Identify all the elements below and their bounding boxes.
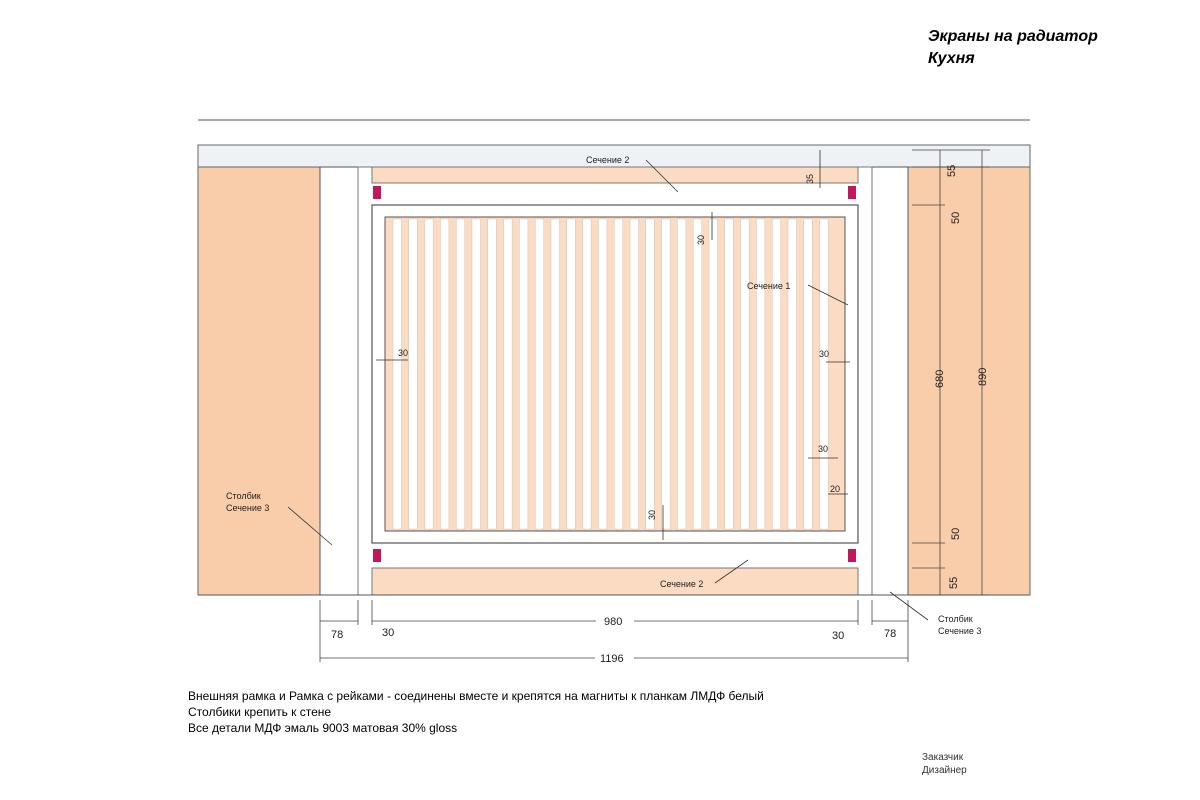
magnet-top-left	[373, 186, 381, 199]
slat	[614, 219, 623, 529]
slat	[472, 219, 481, 529]
slat	[756, 219, 765, 529]
label-section-1: Сечение 1	[747, 281, 791, 291]
slat	[820, 219, 829, 529]
top-rail	[372, 167, 858, 183]
title-line-2: Кухня	[928, 50, 975, 67]
dim-frame-bottom: 30	[647, 509, 657, 520]
label-post-left-1: Столбик	[226, 491, 261, 501]
dim-inner-height: 680	[934, 369, 946, 388]
title-line-1: Экраны на радиатор	[928, 28, 1098, 45]
slat	[551, 219, 560, 529]
slat	[693, 219, 702, 529]
dim-frame-right: 30	[819, 349, 830, 359]
dim-total-height: 890	[977, 367, 989, 386]
slat	[772, 219, 781, 529]
dim-gap-right: 30	[832, 630, 845, 642]
post-left	[320, 167, 358, 595]
signature-designer: Дизайнер	[922, 765, 967, 776]
dim-inner-width: 980	[604, 616, 623, 628]
slat	[788, 219, 797, 529]
slat	[725, 219, 734, 529]
slat	[567, 219, 576, 529]
slat	[677, 219, 686, 529]
magnet-bottom-right	[848, 549, 856, 562]
slat	[440, 219, 449, 529]
label-post-right-2: Сечение 3	[938, 626, 982, 636]
slat	[519, 219, 528, 529]
post-right	[872, 167, 908, 595]
magnet-top-right	[848, 186, 856, 199]
dim-frame-left: 30	[398, 348, 409, 358]
dim-gap-left: 30	[382, 627, 395, 639]
slat	[709, 219, 718, 529]
bottom-rail	[372, 568, 858, 595]
label-post-left-2: Сечение 3	[226, 503, 270, 513]
dim-post-left: 78	[331, 629, 344, 641]
signature-customer: Заказчик	[922, 752, 964, 763]
wall-right	[908, 164, 1030, 595]
dim-post-right: 78	[884, 628, 897, 640]
dim-total-width: 1196	[600, 653, 624, 665]
slat	[488, 219, 497, 529]
wall-left	[198, 167, 320, 595]
slat	[662, 219, 671, 529]
slat	[741, 219, 750, 529]
dim-top-frame: 50	[950, 211, 962, 224]
slat	[598, 219, 607, 529]
slat	[425, 219, 434, 529]
slat	[409, 219, 418, 529]
dim-bottom-rail: 55	[948, 576, 960, 589]
slat	[393, 219, 402, 529]
dim-top-board: 35	[805, 173, 815, 184]
slat	[804, 219, 813, 529]
label-post-right-1: Столбик	[938, 614, 973, 624]
dim-top-rail: 55	[946, 164, 958, 177]
dim-slat-width: 20	[830, 484, 841, 494]
dim-frame-top: 30	[696, 234, 706, 245]
slat	[504, 219, 512, 529]
magnet-bottom-left	[373, 549, 381, 562]
slat	[646, 219, 655, 529]
dim-slat-gap: 30	[818, 444, 829, 454]
note-line-1: Внешняя рамка и Рамка с рейками - соединены вместе и крепятся на магниты к планкам ЛМДФ белый	[188, 689, 764, 703]
slat	[456, 219, 465, 529]
slat	[583, 219, 592, 529]
note-line-2: Столбики крепить к стене	[188, 705, 332, 719]
label-section-2-bottom: Сечение 2	[660, 579, 704, 589]
label-section-2-top: Сечение 2	[586, 155, 630, 165]
note-line-3: Все детали МДФ эмаль 9003 матовая 30% gloss	[188, 721, 458, 735]
slat	[630, 219, 639, 529]
slat	[535, 219, 544, 529]
dim-bottom-frame: 50	[950, 527, 962, 540]
